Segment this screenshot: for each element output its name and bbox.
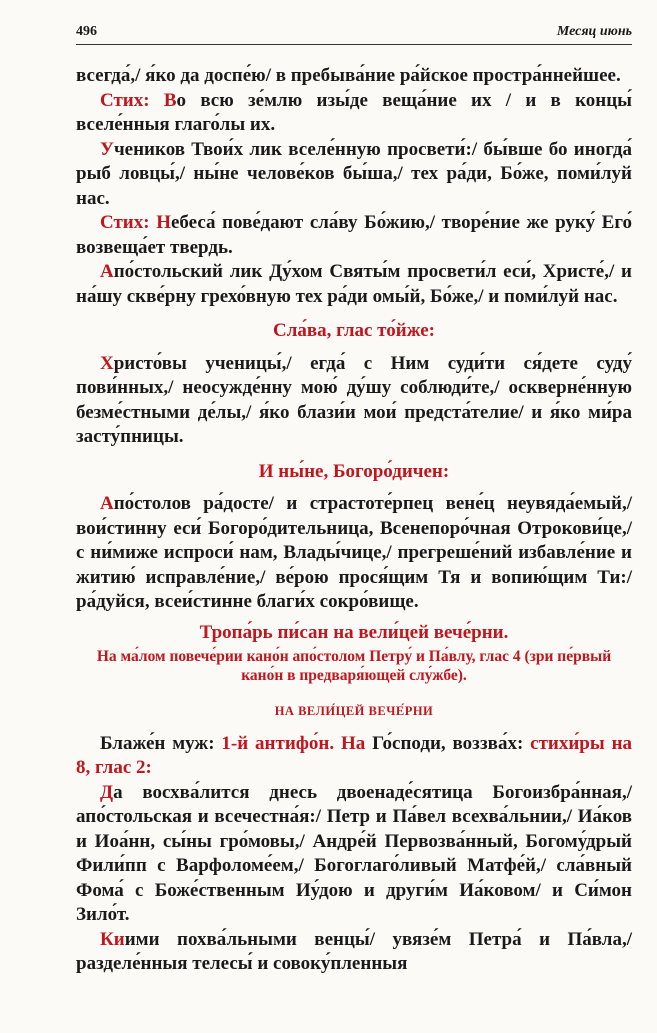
vespers-rubric-line xyxy=(76,732,632,781)
theotokion xyxy=(76,492,632,615)
section-heading-glory: Сла́ва, глас то́йже: xyxy=(273,320,435,341)
paragraph-text: ристо́вы ученицы́,/ егда́ с Ним суди́ти ся́дете суду́ пови́нных,/ неосужде́нну мою́ ду́шу соблюди́те,/ оскверне́нную безме́стными де́лы,/ я́ко блази́и мои́ предста́телие/ и я́ко ми́ра засту́пницы. xyxy=(76,352,632,447)
paragraph-continuation xyxy=(76,64,632,89)
rubric-red-text: стихи́ры на 8, глас 2: xyxy=(76,732,633,778)
paragraph-text: всегда́,/ я́ко да доспе́ю/ в пребыва́ние ра́йское простра́ннейшее. xyxy=(76,65,621,86)
drop-letter: Д xyxy=(100,781,114,803)
sticheron-1 xyxy=(76,781,632,928)
verse-label: Стих: xyxy=(100,89,150,111)
troparion-1 xyxy=(76,138,632,212)
text-body xyxy=(76,64,632,977)
rubric-text: Блаже́н муж: xyxy=(100,732,222,754)
rubric-note: На ма́лом повече́рии кано́н апо́столом Петру́ и Па́влу, глас 4 (зри пе́рвый кано́н в предваря́ющей слу́жбе). xyxy=(96,648,612,684)
verse-label: Стих: xyxy=(100,212,150,233)
running-title: Месяц июнь xyxy=(556,24,632,39)
page-number: 496 xyxy=(76,24,97,39)
verse-1 xyxy=(76,89,632,138)
drop-letter: Ки xyxy=(100,928,125,950)
rubric-text: Го́споди, воззва́х: xyxy=(372,732,524,754)
troparion-3 xyxy=(76,352,632,450)
drop-letter: Х xyxy=(100,352,114,374)
drop-letter: Н xyxy=(156,212,171,233)
sticheron-2 xyxy=(76,928,632,977)
section-heading-vespers: НА ВЕЛИ́ЦЕЙ ВЕЧЕ́РНИ xyxy=(274,704,434,718)
drop-letter: А xyxy=(100,261,114,282)
troparion-2 xyxy=(76,260,632,309)
drop-letter: У xyxy=(100,138,114,160)
rubric-red-text: 1-й антифо́н. На xyxy=(221,732,373,754)
verse-text: о всю зе́млю изы́де веща́ние их / и в концы́ вселе́нныя глаго́лы их. xyxy=(76,89,632,135)
running-header xyxy=(76,22,632,45)
section-heading-troparion: Тропа́рь пи́сан на вели́цей вече́рни. xyxy=(199,621,509,643)
paragraph-text: по́столов ра́досте/ и страстоте́рпец вене́ц неувяда́емый,/ вои́стинну еси́ Богоро́дительница, Всенепоро́чная Отрокови́це,/ с ни́миже испроси́ нам, Влады́чице,/ прегреше́ний избавле́ние и житию́ исправле́ние,/ ве́рою прося́щим Тя и вопию́щим Ти:/ ра́дуйся, всеи́стинне благи́х сокро́вище. xyxy=(76,493,632,612)
drop-letter: А xyxy=(100,493,114,514)
drop-letter: В xyxy=(163,89,177,111)
verse-text: ебеса́ пове́дают сла́ву Бо́жию,/ творе́ние же руку́ Его́ возвеща́ет твердь. xyxy=(76,212,633,258)
verse-2 xyxy=(76,211,632,260)
paragraph-text: по́стольский лик Ду́хом Святы́м просвети́л еси́, Христе́,/ и на́шу скве́рну грехо́вную тех ра́ди омы́й, Бо́же,/ и поми́луй нас. xyxy=(76,261,632,307)
paragraph-text: чеников Твои́х лик вселе́нную просвети́:/ бы́вше бо иногда́ рыб ловцы́,/ ны́не челове́ков бы́ша,/ тех ра́ди, Бо́же, поми́луй нас. xyxy=(76,138,632,209)
section-heading-theotokion: И ны́не, Богоро́дичен: xyxy=(258,460,450,482)
paragraph-text: а восхва́лится днесь двоенаде́сятица Богоизбра́нная,/ апо́стольская и всечестна́я:/ Петр и Па́вел всехва́льнии,/ Иа́ков и Иоа́нн, сы́ны гро́мовы,/ Андре́й Первозва́нный, Богому́дрый Фили́пп с Варфоломе́ем,/ Богоглаго́ливый Матфе́й,/ сла́вный Фома́ с Боже́ственным Иу́дою и други́м Иа́ковом/ и Си́мон Зило́т. xyxy=(76,781,632,925)
paragraph-text: ими похва́льными венцы́/ увязе́м Петра́ и Па́вла,/ разделе́нныя телесы́ и совоку́пленныя xyxy=(76,928,632,974)
